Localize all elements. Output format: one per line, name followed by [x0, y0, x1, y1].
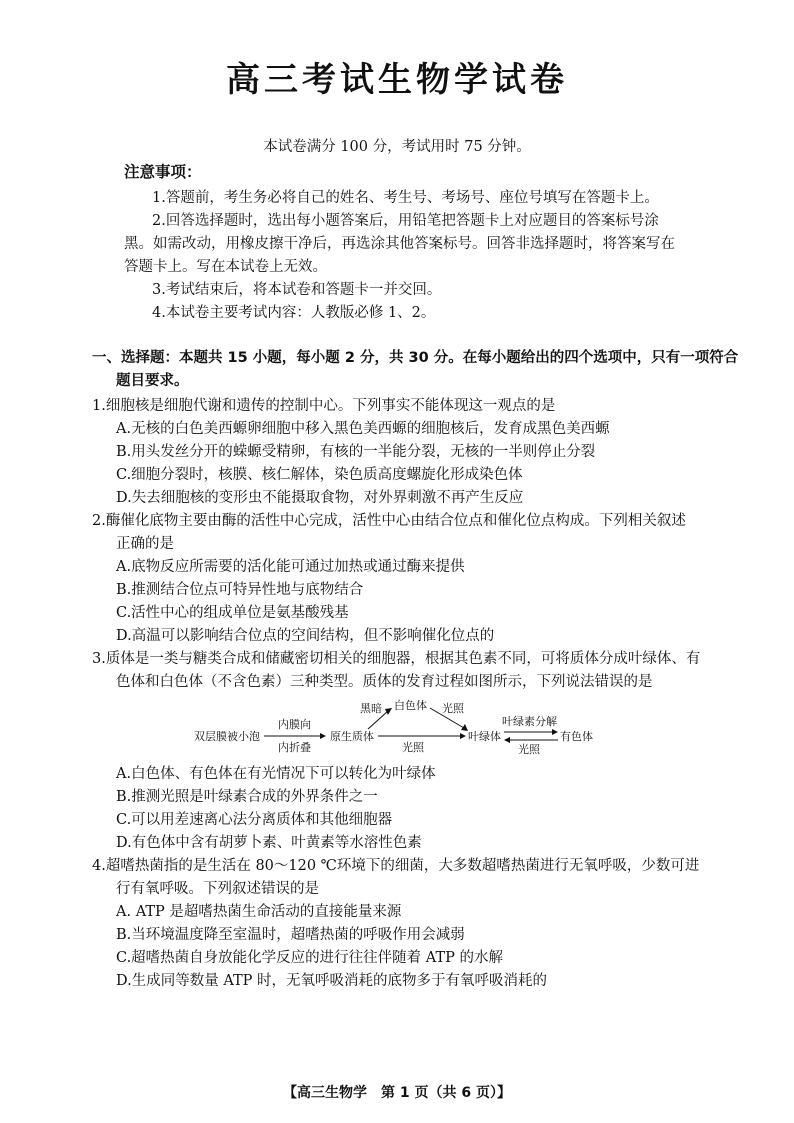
question-1-option-c: C.细胞分裂时，核膜、核仁解体，染色质高度螺旋化形成染色体 — [116, 467, 523, 483]
notice-heading: 注意事项： — [124, 163, 202, 181]
notice-line: 答题卡上。写在本试卷上无效。 — [124, 259, 327, 275]
plastid-development-diagram — [180, 695, 610, 757]
question-4-option-c: C.超嗜热菌自身放能化学反应的进行往往伴随着 ATP 的水解 — [116, 950, 504, 966]
question-2-option-d: D.高温可以影响结合位点的空间结构，但不影响催化位点的 — [116, 628, 495, 644]
notice-line: 3.考试结束后，将本试卷和答题卡一并交回。 — [152, 282, 442, 298]
section-heading-cont: 题目要求。 — [116, 373, 189, 389]
question-3-stem: 3.质体是一类与糖类合成和储藏密切相关的细胞器，根据其色素不同，可将质体分成叶绿体、有 — [92, 651, 701, 667]
question-4-option-d: D.生成同等数量 ATP 时，无氧呼吸消耗的底物多于有氧呼吸消耗的 — [116, 973, 548, 989]
page-footer: 【高三生物学 第 1 页（共 6 页）】 — [283, 1085, 511, 1101]
question-3-option-d: D.有色体中含有胡萝卜素、叶黄素等水溶性色素 — [116, 835, 422, 851]
question-2-stem-cont: 正确的是 — [116, 536, 174, 552]
question-2-option-a: A.底物反应所需要的活化能可通过加热或通过酶来提供 — [116, 559, 465, 575]
question-2-option-b: B.推测结合位点可特异性地与底物结合 — [116, 582, 364, 598]
node-chloroplast: 叶绿体 — [468, 730, 501, 743]
question-3-option-a: A.白色体、有色体在有光情况下可以转化为叶绿体 — [116, 766, 436, 782]
question-3-option-c: C.可以用差速离心法分离质体和其他细胞器 — [116, 812, 393, 828]
notice-line: 1.答题前，考生务必将自己的姓名、考生号、考场号、座位号填写在答题卡上。 — [152, 190, 659, 206]
exam-subtitle: 本试卷满分 100 分，考试用时 75 分钟。 — [263, 139, 531, 155]
question-1-option-d: D.失去细胞核的变形虫不能摄取食物，对外界刺激不再产生反应 — [116, 490, 524, 506]
question-3-option-b: B.推测光照是叶绿素合成的外界条件之一 — [116, 789, 378, 805]
exam-title: 高三考试生物学试卷 — [226, 60, 568, 100]
arrowhead — [385, 708, 392, 715]
label-light-mid: 光照 — [402, 741, 424, 754]
arrowhead — [461, 724, 468, 731]
label-fold: 内折叠 — [278, 741, 311, 754]
question-2-option-c: C.活性中心的组成单位是氨基酸残基 — [116, 605, 349, 621]
node-leucoplast: 白色体 — [394, 699, 427, 712]
question-3-stem-cont: 色体和白色体（不含色素）三种类型。质体的发育过程如图所示，下列说法错误的是 — [116, 674, 653, 690]
section-heading: 一、选择题：本题共 15 小题，每小题 2 分，共 30 分。在每小题给出的四个选项中，只有一项符合 — [92, 350, 739, 366]
node-proplastid: 原生质体 — [330, 730, 374, 743]
question-1-option-a: A.无核的白色美西螈卵细胞中移入黑色美西螈的细胞核后，发育成黑色美西螈 — [116, 421, 610, 437]
notice-line: 黑。如需改动，用橡皮擦干净后，再选涂其他答案标号。回答非选择题时，将答案写在 — [124, 236, 675, 252]
question-4-stem-cont: 行有氧呼吸。下列叙述错误的是 — [116, 881, 319, 897]
label-dark: 黑暗 — [360, 702, 382, 715]
arrowhead — [320, 733, 326, 739]
label-light-back: 光照 — [518, 743, 540, 756]
question-1-stem: 1.细胞核是细胞代谢和遗传的控制中心。下列事实不能体现这一观点的是 — [92, 398, 556, 414]
label-light-top: 光照 — [442, 702, 464, 715]
node-vesicle: 双层膜被小泡 — [194, 730, 260, 743]
notice-line: 2.回答选择题时，选出每小题答案后，用铅笔把答题卡上对应题目的答案标号涂 — [152, 213, 659, 229]
label-chl-decompose: 叶绿素分解 — [502, 715, 557, 728]
question-4-option-b: B.当环境温度降至室温时，超嗜热菌的呼吸作用会减弱 — [116, 927, 465, 943]
node-chromoplast: 有色体 — [560, 730, 593, 743]
arrowhead — [552, 729, 558, 735]
arrowhead — [460, 733, 466, 739]
question-1-option-b: B.用头发丝分开的蝾螈受精卵，有核的一半能分裂，无核的一半则停止分裂 — [116, 444, 596, 460]
question-2-stem: 2.酶催化底物主要由酶的活性中心完成，活性中心由结合位点和催化位点构成。下列相关叙述 — [92, 513, 686, 529]
notice-line: 4.本试卷主要考试内容：人教版必修 1、2。 — [152, 305, 436, 321]
question-4-option-a: A. ATP 是超嗜热菌生命活动的直接能量来源 — [116, 904, 402, 920]
arrowhead — [504, 737, 510, 743]
label-membrane-in: 内膜向 — [278, 718, 311, 731]
question-4-stem: 4.超嗜热菌指的是生活在 80～120 ℃环境下的细菌，大多数超嗜热菌进行无氧呼吸，少数可进 — [92, 858, 700, 874]
